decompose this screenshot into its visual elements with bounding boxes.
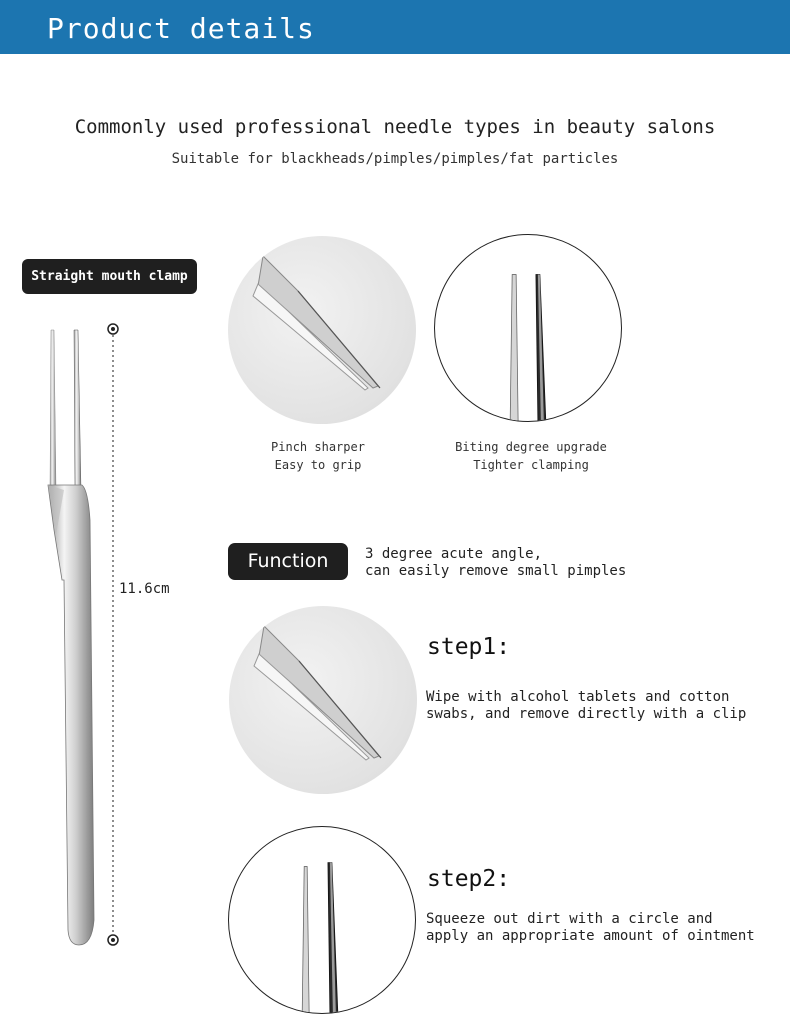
function-description: [365, 546, 626, 580]
page-title: Product details: [47, 12, 315, 45]
step1-image: [229, 606, 417, 794]
step2-image: [228, 826, 416, 1014]
step2-description: [426, 911, 755, 945]
step2-line1: Squeeze out dirt with a circle and: [426, 911, 713, 927]
header-bar: [0, 0, 790, 54]
tip-closeup-image: [228, 236, 416, 424]
feature-caption-1: [218, 438, 418, 474]
tweezer-product-image: [34, 320, 104, 960]
feature-caption-2: [431, 438, 631, 474]
headline: Commonly used professional needle types in beauty salons: [74, 116, 716, 138]
step1-line1: Wipe with alcohol tablets and cotton: [426, 689, 730, 705]
function-line1: 3 degree acute angle,: [365, 546, 543, 562]
step1-description: [426, 689, 746, 723]
step1-line2: swabs, and remove directly with a clip: [426, 706, 747, 722]
length-ruler: [100, 320, 130, 950]
feature-1-line1: Pinch sharper: [271, 440, 365, 454]
step2-line2: apply an appropriate amount of ointment: [426, 928, 755, 944]
step1-title: step1:: [427, 634, 511, 660]
function-label: Function: [228, 543, 348, 580]
feature-2-line1: Biting degree upgrade: [455, 440, 607, 454]
step2-title: step2:: [427, 866, 511, 892]
subheadline: Suitable for blackheads/pimples/pimples/fat particles: [171, 151, 619, 167]
feature-2-line2: Tighter clamping: [473, 458, 589, 472]
length-label: 11.6cm: [119, 581, 170, 597]
product-type-label: Straight mouth clamp: [22, 259, 197, 294]
feature-1-line2: Easy to grip: [274, 458, 362, 472]
tip-pair-image: [434, 234, 622, 422]
function-line2: can easily remove small pimples: [365, 563, 627, 579]
